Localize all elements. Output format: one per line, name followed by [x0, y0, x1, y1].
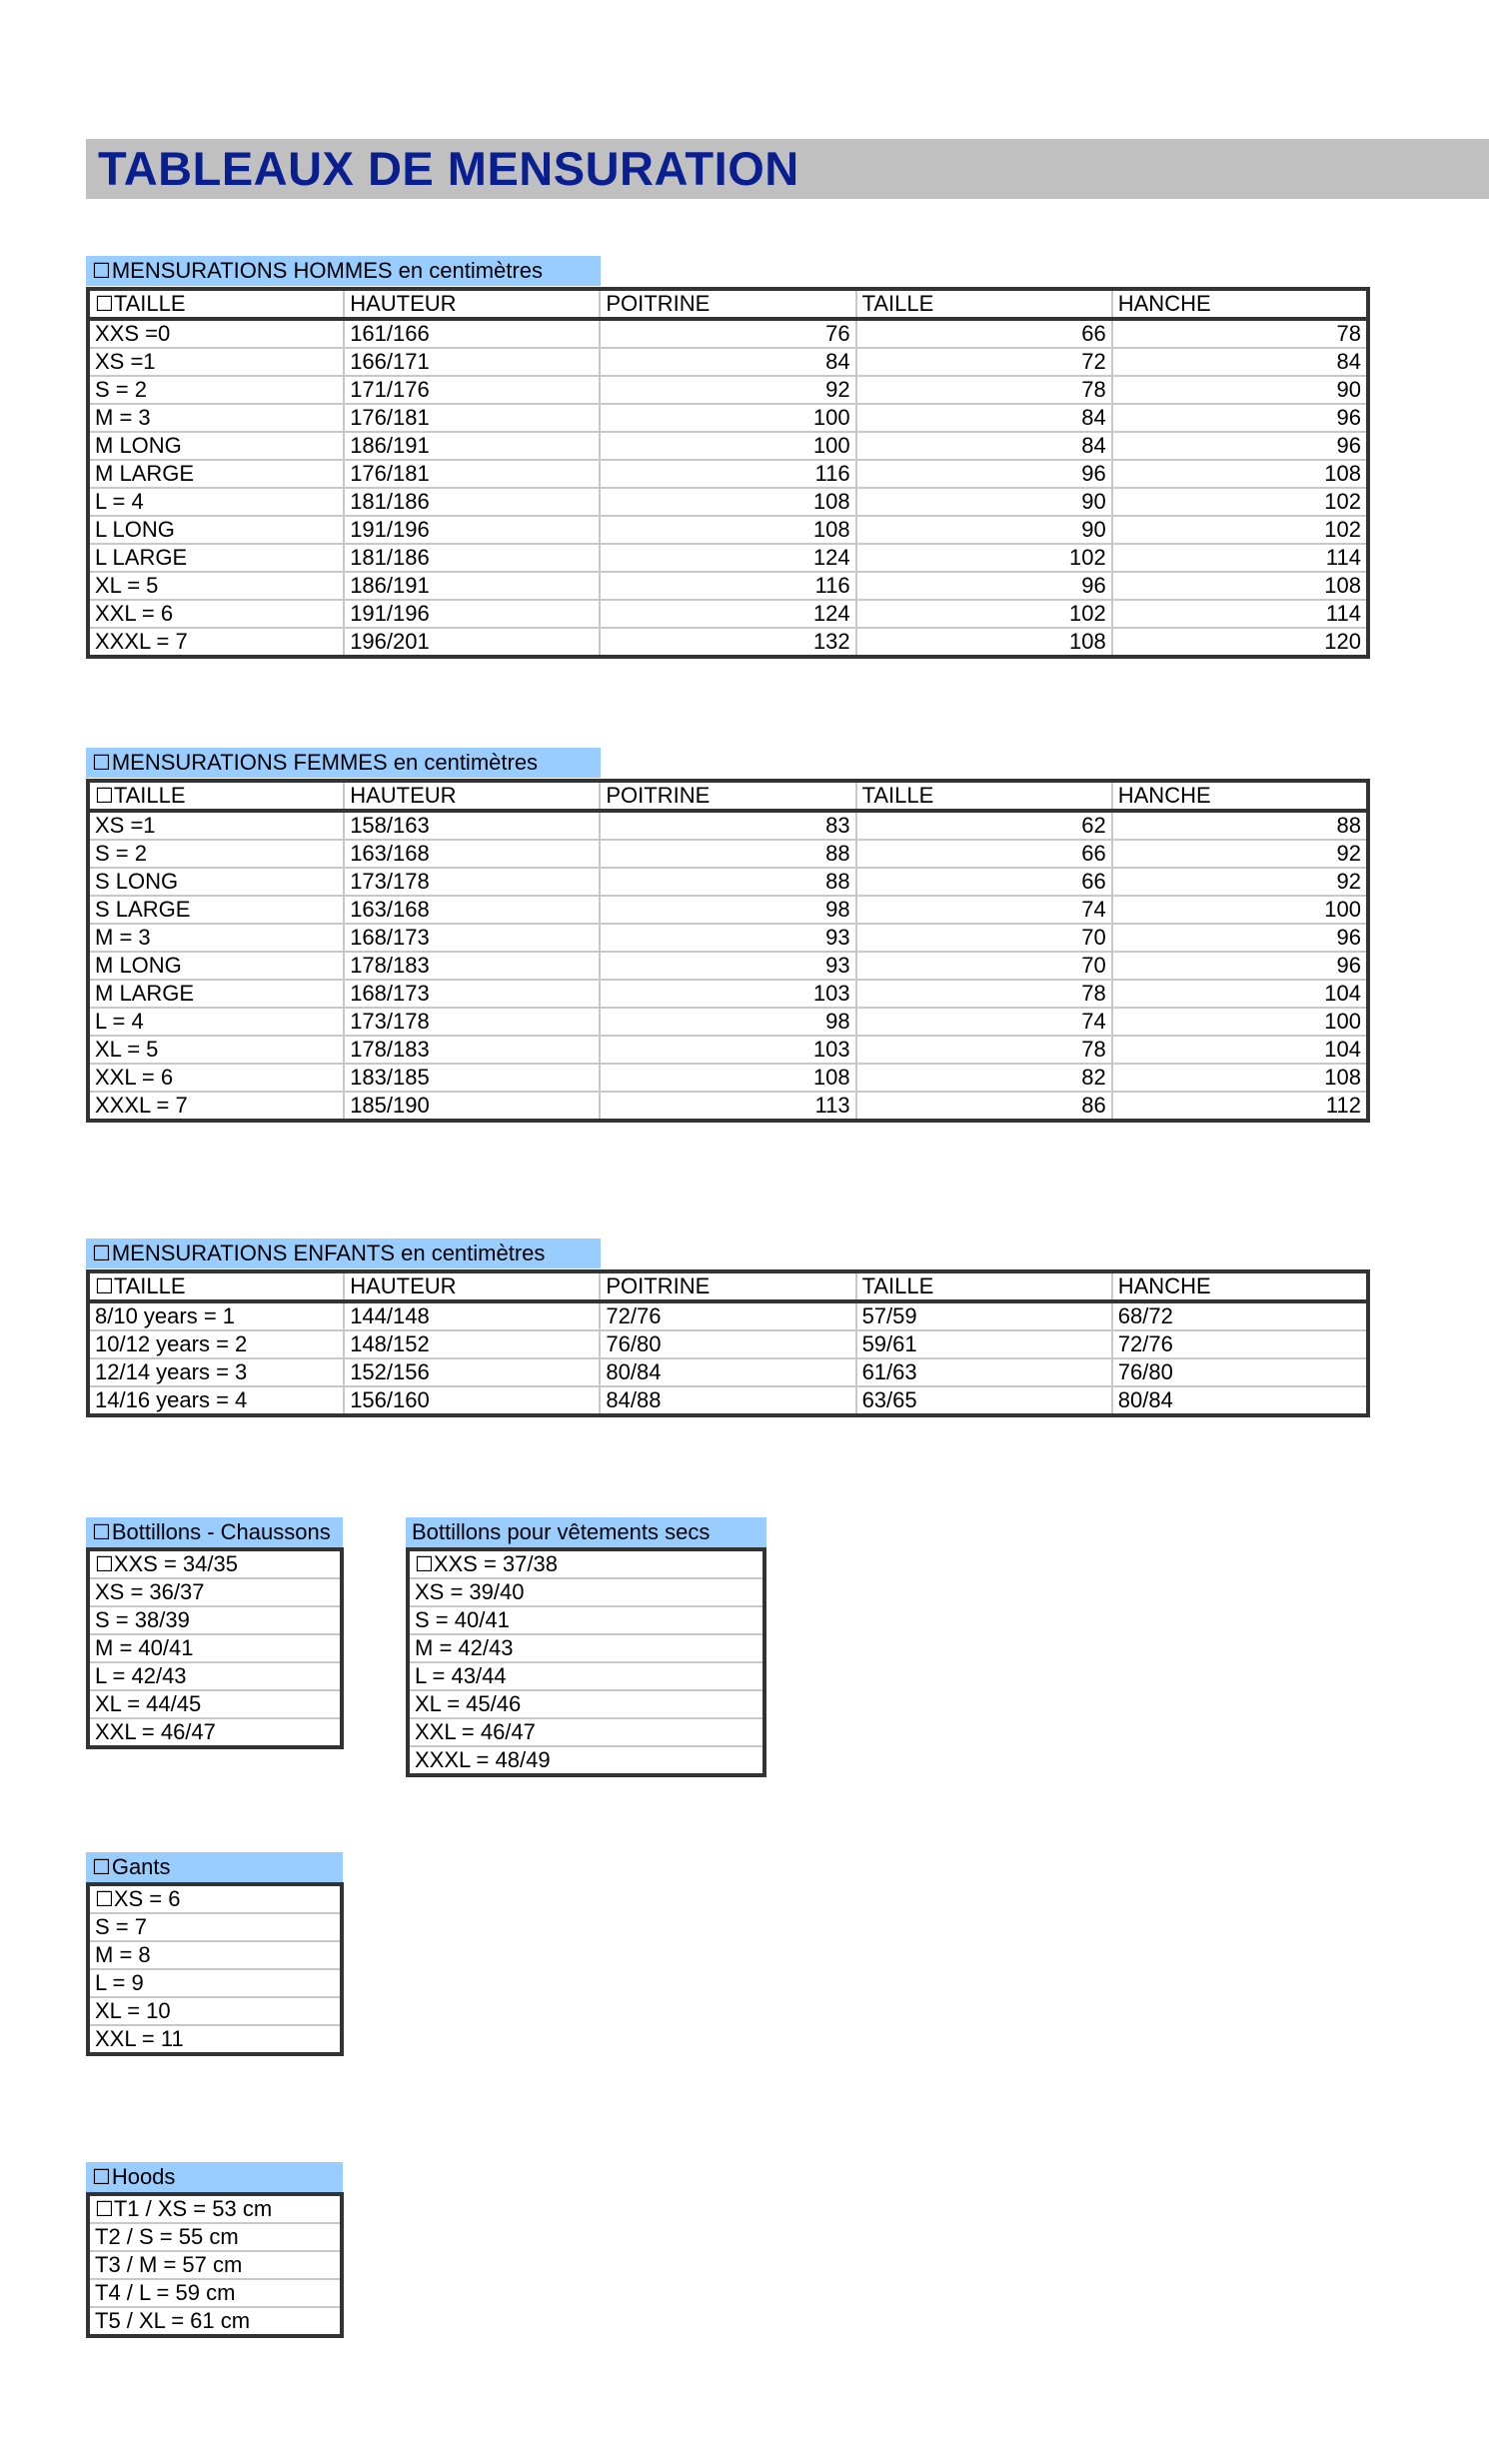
- table-row: [88, 811, 1368, 840]
- table-cell: 57/59: [856, 1301, 1112, 1330]
- checkbox-icon: ☐: [92, 259, 111, 283]
- caption-text: Bottillons - Chaussons: [111, 1519, 331, 1544]
- table-cell: 80/84: [600, 1358, 855, 1386]
- caption-text: MENSURATIONS ENFANTS en centimètres: [111, 1240, 546, 1265]
- table-cell: S = 2: [88, 840, 344, 868]
- table-row: [88, 488, 1368, 516]
- table-cell: 144/148: [344, 1301, 600, 1330]
- table-cell: [88, 2194, 342, 2223]
- table-row: [88, 319, 1368, 348]
- column-header: HANCHE: [1112, 1271, 1368, 1301]
- table-cell: 84: [1112, 348, 1368, 376]
- table-cell: 124: [600, 600, 855, 628]
- table-row: [408, 1718, 764, 1746]
- column-header: HAUTEUR: [344, 289, 600, 319]
- table-cell: XXL = 46/47: [88, 1718, 342, 1747]
- table-cell: 68/72: [1112, 1301, 1368, 1330]
- cell-label: XXS = 34/35: [113, 1551, 238, 1576]
- caption-text: MENSURATIONS HOMMES en centimètres: [111, 258, 543, 283]
- table-bottillons: [86, 1547, 344, 1749]
- table-cell: 96: [1112, 952, 1368, 980]
- column-header: TAILLE: [856, 289, 1112, 319]
- table-row: [88, 516, 1368, 544]
- table-cell: XXS =0: [88, 319, 344, 348]
- table-row: [408, 1662, 764, 1690]
- column-header-label: TAILLE: [113, 291, 186, 316]
- table-cell: 82: [856, 1064, 1112, 1092]
- table-row: [88, 1386, 1368, 1415]
- table-cell: M = 42/43: [408, 1634, 764, 1662]
- table-cell: 76/80: [1112, 1358, 1368, 1386]
- table-cell: 186/191: [344, 572, 600, 600]
- table-row: [88, 404, 1368, 432]
- table-row: [88, 2251, 342, 2279]
- table-row: [88, 1301, 1368, 1330]
- checkbox-icon: ☐: [92, 751, 111, 775]
- title-bar: [86, 139, 1489, 199]
- table-cell: 178/183: [344, 1036, 600, 1064]
- table-row: [88, 980, 1368, 1008]
- table-cell: XL = 10: [88, 1997, 342, 2025]
- column-header-label: TAILLE: [113, 783, 186, 808]
- column-header: HAUTEUR: [344, 1271, 600, 1301]
- table-cell: 76/80: [600, 1330, 855, 1358]
- table-cell: 102: [1112, 516, 1368, 544]
- table-cell: 176/181: [344, 404, 600, 432]
- table-cell: XXL = 11: [88, 2025, 342, 2054]
- table-row: [88, 1634, 342, 1662]
- table-cell: S = 2: [88, 376, 344, 404]
- checkbox-icon: ☐: [95, 2197, 114, 2221]
- table-cell: T3 / M = 57 cm: [88, 2251, 342, 2279]
- caption-text: MENSURATIONS FEMMES en centimètres: [111, 750, 539, 775]
- table-row: [88, 1330, 1368, 1358]
- table-row: [88, 840, 1368, 868]
- table-row: [88, 432, 1368, 460]
- section-caption-hommes: [86, 256, 601, 286]
- table-row: [88, 2223, 342, 2251]
- table-row: [88, 460, 1368, 488]
- table-cell: XXL = 6: [88, 1064, 344, 1092]
- checkbox-icon: ☐: [92, 1520, 111, 1544]
- table-cell: 88: [600, 840, 855, 868]
- table-cell: XXXL = 48/49: [408, 1746, 764, 1775]
- table-cell: S LARGE: [88, 896, 344, 924]
- cell-label: XS = 6: [113, 1886, 181, 1911]
- table-cell: 96: [1112, 432, 1368, 460]
- table-cell: 72/76: [600, 1301, 855, 1330]
- caption-text: Bottillons pour vêtements secs: [412, 1519, 711, 1544]
- table-cell: 104: [1112, 980, 1368, 1008]
- table-row: [88, 628, 1368, 657]
- table-cell: [408, 1549, 764, 1578]
- table-cell: 96: [856, 460, 1112, 488]
- table-cell: 191/196: [344, 516, 600, 544]
- table-cell: M LONG: [88, 952, 344, 980]
- cell-label: T1 / XS = 53 cm: [113, 2196, 273, 2221]
- table-cell: XXXL = 7: [88, 1092, 344, 1121]
- table-cell: 163/168: [344, 896, 600, 924]
- table-cell: M = 3: [88, 404, 344, 432]
- table-cell: M LONG: [88, 432, 344, 460]
- checkbox-icon: ☐: [95, 292, 114, 316]
- table-row: [88, 348, 1368, 376]
- table-cell: 102: [1112, 488, 1368, 516]
- table-cell: 93: [600, 924, 855, 952]
- column-header: POITRINE: [600, 289, 855, 319]
- table-cell: 132: [600, 628, 855, 657]
- table-cell: 124: [600, 544, 855, 572]
- table-cell: 186/191: [344, 432, 600, 460]
- caption-text: Gants: [111, 1854, 171, 1879]
- checkbox-icon: ☐: [92, 1241, 111, 1265]
- table-row: [88, 1884, 342, 1913]
- table-cell: 171/176: [344, 376, 600, 404]
- table-row: [408, 1690, 764, 1718]
- table-cell: 173/178: [344, 1008, 600, 1036]
- header-row: [88, 781, 1368, 811]
- table-cell: 108: [1112, 460, 1368, 488]
- table-cell: 103: [600, 1036, 855, 1064]
- table-cell: 84: [856, 404, 1112, 432]
- column-header-label: TAILLE: [113, 1273, 186, 1298]
- table-cell: 8/10 years = 1: [88, 1301, 344, 1330]
- table-cell: L = 4: [88, 488, 344, 516]
- table-cell: S = 40/41: [408, 1606, 764, 1634]
- column-header: [88, 1271, 344, 1301]
- table-row: [408, 1606, 764, 1634]
- table-cell: 100: [600, 432, 855, 460]
- checkbox-icon: ☐: [92, 1855, 111, 1879]
- table-cell: 98: [600, 896, 855, 924]
- table-cell: 108: [1112, 1064, 1368, 1092]
- table-row: [408, 1746, 764, 1775]
- table-row: [88, 924, 1368, 952]
- table-cell: 120: [1112, 628, 1368, 657]
- table-row: [88, 1008, 1368, 1036]
- column-header: HANCHE: [1112, 289, 1368, 319]
- table-cell: T2 / S = 55 cm: [88, 2223, 342, 2251]
- table-cell: 80/84: [1112, 1386, 1368, 1415]
- table-cell: 84: [856, 432, 1112, 460]
- table-cell: 78: [856, 1036, 1112, 1064]
- table-cell: 181/186: [344, 488, 600, 516]
- table-cell: 70: [856, 952, 1112, 980]
- table-cell: 93: [600, 952, 855, 980]
- table-cell: 176/181: [344, 460, 600, 488]
- table-cell: 59/61: [856, 1330, 1112, 1358]
- column-header: HAUTEUR: [344, 781, 600, 811]
- table-row: [88, 1913, 342, 1941]
- table-row: [88, 1941, 342, 1969]
- table-cell: 114: [1112, 544, 1368, 572]
- table-cell: T4 / L = 59 cm: [88, 2279, 342, 2307]
- checkbox-icon: ☐: [415, 1552, 434, 1576]
- table-cell: S LONG: [88, 868, 344, 896]
- column-header: [88, 781, 344, 811]
- table-row: [88, 1578, 342, 1606]
- section-caption-gants: [86, 1852, 343, 1882]
- table-cell: XXXL = 7: [88, 628, 344, 657]
- table-cell: 61/63: [856, 1358, 1112, 1386]
- table-cell: 83: [600, 811, 855, 840]
- column-header: TAILLE: [856, 1271, 1112, 1301]
- table-cell: 156/160: [344, 1386, 600, 1415]
- table-cell: 173/178: [344, 868, 600, 896]
- table-cell: 185/190: [344, 1092, 600, 1121]
- table-cell: 92: [1112, 868, 1368, 896]
- table-cell: 66: [856, 840, 1112, 868]
- table-row: [88, 600, 1368, 628]
- section-caption-bottillons-secs: [406, 1517, 766, 1547]
- table-cell: 90: [1112, 376, 1368, 404]
- table-cell: M LARGE: [88, 460, 344, 488]
- table-enfants: [86, 1269, 1370, 1417]
- column-header: POITRINE: [600, 781, 855, 811]
- table-cell: XXL = 6: [88, 600, 344, 628]
- table-cell: 103: [600, 980, 855, 1008]
- table-cell: 158/163: [344, 811, 600, 840]
- checkbox-icon: ☐: [92, 2165, 111, 2189]
- table-cell: 88: [1112, 811, 1368, 840]
- table-cell: 10/12 years = 2: [88, 1330, 344, 1358]
- checkbox-icon: ☐: [95, 1552, 114, 1576]
- table-cell: 191/196: [344, 600, 600, 628]
- caption-text: Hoods: [111, 2164, 176, 2189]
- column-header: TAILLE: [856, 781, 1112, 811]
- table-cell: 104: [1112, 1036, 1368, 1064]
- header-row: [88, 289, 1368, 319]
- table-row: [88, 2025, 342, 2054]
- table-cell: 102: [856, 600, 1112, 628]
- section-caption-femmes: [86, 748, 601, 778]
- table-cell: XS =1: [88, 811, 344, 840]
- table-cell: M = 40/41: [88, 1634, 342, 1662]
- table-cell: 90: [856, 488, 1112, 516]
- table-cell: 166/171: [344, 348, 600, 376]
- table-cell: 168/173: [344, 924, 600, 952]
- table-cell: [88, 1884, 342, 1913]
- table-row: [88, 1718, 342, 1747]
- table-row: [88, 1969, 342, 1997]
- table-cell: 108: [856, 628, 1112, 657]
- table-cell: 183/185: [344, 1064, 600, 1092]
- table-cell: L LONG: [88, 516, 344, 544]
- table-cell: 14/16 years = 4: [88, 1386, 344, 1415]
- table-hoods: [86, 2192, 344, 2338]
- cell-label: XXS = 37/38: [433, 1551, 558, 1576]
- table-cell: 108: [600, 516, 855, 544]
- table-cell: 114: [1112, 600, 1368, 628]
- table-row: [88, 572, 1368, 600]
- table-cell: L = 4: [88, 1008, 344, 1036]
- table-cell: S = 7: [88, 1913, 342, 1941]
- table-cell: 96: [1112, 924, 1368, 952]
- table-row: [408, 1578, 764, 1606]
- column-header: POITRINE: [600, 1271, 855, 1301]
- table-cell: XS = 39/40: [408, 1578, 764, 1606]
- table-row: [88, 2307, 342, 2336]
- checkbox-icon: ☐: [95, 1887, 114, 1911]
- table-cell: XL = 5: [88, 572, 344, 600]
- table-row: [88, 1064, 1368, 1092]
- table-cell: 12/14 years = 3: [88, 1358, 344, 1386]
- table-row: [88, 1662, 342, 1690]
- table-cell: L = 43/44: [408, 1662, 764, 1690]
- table-cell: 100: [1112, 1008, 1368, 1036]
- table-cell: 84/88: [600, 1386, 855, 1415]
- table-cell: 84: [600, 348, 855, 376]
- table-row: [88, 1690, 342, 1718]
- table-hommes: [86, 287, 1370, 659]
- table-row: [88, 896, 1368, 924]
- table-cell: 116: [600, 460, 855, 488]
- header-row: [88, 1271, 1368, 1301]
- section-caption-enfants: [86, 1238, 601, 1268]
- table-cell: 152/156: [344, 1358, 600, 1386]
- table-cell: XS =1: [88, 348, 344, 376]
- table-cell: 108: [1112, 572, 1368, 600]
- table-cell: 72/76: [1112, 1330, 1368, 1358]
- table-cell: T5 / XL = 61 cm: [88, 2307, 342, 2336]
- column-header: [88, 289, 344, 319]
- table-cell: 86: [856, 1092, 1112, 1121]
- table-cell: 163/168: [344, 840, 600, 868]
- table-cell: 70: [856, 924, 1112, 952]
- table-row: [88, 376, 1368, 404]
- table-cell: XL = 5: [88, 1036, 344, 1064]
- table-cell: 78: [856, 980, 1112, 1008]
- table-cell: XL = 44/45: [88, 1690, 342, 1718]
- table-cell: 72: [856, 348, 1112, 376]
- table-cell: L LARGE: [88, 544, 344, 572]
- table-cell: 66: [856, 319, 1112, 348]
- table-cell: 66: [856, 868, 1112, 896]
- page-title: TABLEAUX DE MENSURATION: [98, 142, 799, 195]
- table-cell: M LARGE: [88, 980, 344, 1008]
- table-row: [88, 1549, 342, 1578]
- table-cell: 98: [600, 1008, 855, 1036]
- checkbox-icon: ☐: [95, 784, 114, 808]
- table-gants: [86, 1882, 344, 2056]
- table-cell: 74: [856, 1008, 1112, 1036]
- section-caption-hoods: [86, 2162, 343, 2192]
- checkbox-icon: ☐: [95, 1274, 114, 1298]
- table-cell: XS = 36/37: [88, 1578, 342, 1606]
- section-caption-bottillons: [86, 1517, 343, 1547]
- table-cell: L = 9: [88, 1969, 342, 1997]
- table-row: [88, 868, 1368, 896]
- table-row: [88, 1997, 342, 2025]
- table-femmes: [86, 779, 1370, 1123]
- table-cell: 76: [600, 319, 855, 348]
- table-cell: M = 8: [88, 1941, 342, 1969]
- table-cell: 78: [1112, 319, 1368, 348]
- table-row: [88, 1036, 1368, 1064]
- table-row: [88, 544, 1368, 572]
- column-header: HANCHE: [1112, 781, 1368, 811]
- table-row: [88, 1606, 342, 1634]
- table-cell: 178/183: [344, 952, 600, 980]
- table-cell: 161/166: [344, 319, 600, 348]
- table-row: [88, 1358, 1368, 1386]
- table-cell: 108: [600, 488, 855, 516]
- table-cell: 100: [600, 404, 855, 432]
- table-cell: 62: [856, 811, 1112, 840]
- table-cell: 96: [1112, 404, 1368, 432]
- table-row: [88, 2279, 342, 2307]
- table-cell: 108: [600, 1064, 855, 1092]
- table-row: [88, 952, 1368, 980]
- table-cell: 102: [856, 544, 1112, 572]
- table-cell: 88: [600, 868, 855, 896]
- table-cell: L = 42/43: [88, 1662, 342, 1690]
- table-cell: 112: [1112, 1092, 1368, 1121]
- table-cell: 74: [856, 896, 1112, 924]
- table-cell: 100: [1112, 896, 1368, 924]
- table-cell: 92: [600, 376, 855, 404]
- table-cell: XL = 45/46: [408, 1690, 764, 1718]
- table-cell: S = 38/39: [88, 1606, 342, 1634]
- table-row: [88, 2194, 342, 2223]
- table-cell: 168/173: [344, 980, 600, 1008]
- table-cell: 196/201: [344, 628, 600, 657]
- table-cell: 148/152: [344, 1330, 600, 1358]
- table-cell: 92: [1112, 840, 1368, 868]
- table-cell: 113: [600, 1092, 855, 1121]
- table-cell: 181/186: [344, 544, 600, 572]
- table-cell: 78: [856, 376, 1112, 404]
- table-row: [88, 1092, 1368, 1121]
- table-row: [408, 1549, 764, 1578]
- table-cell: [88, 1549, 342, 1578]
- table-cell: 116: [600, 572, 855, 600]
- table-cell: 90: [856, 516, 1112, 544]
- table-cell: 63/65: [856, 1386, 1112, 1415]
- table-row: [408, 1634, 764, 1662]
- table-bottillons-secs: [406, 1547, 766, 1777]
- table-cell: M = 3: [88, 924, 344, 952]
- table-cell: XXL = 46/47: [408, 1718, 764, 1746]
- table-cell: 96: [856, 572, 1112, 600]
